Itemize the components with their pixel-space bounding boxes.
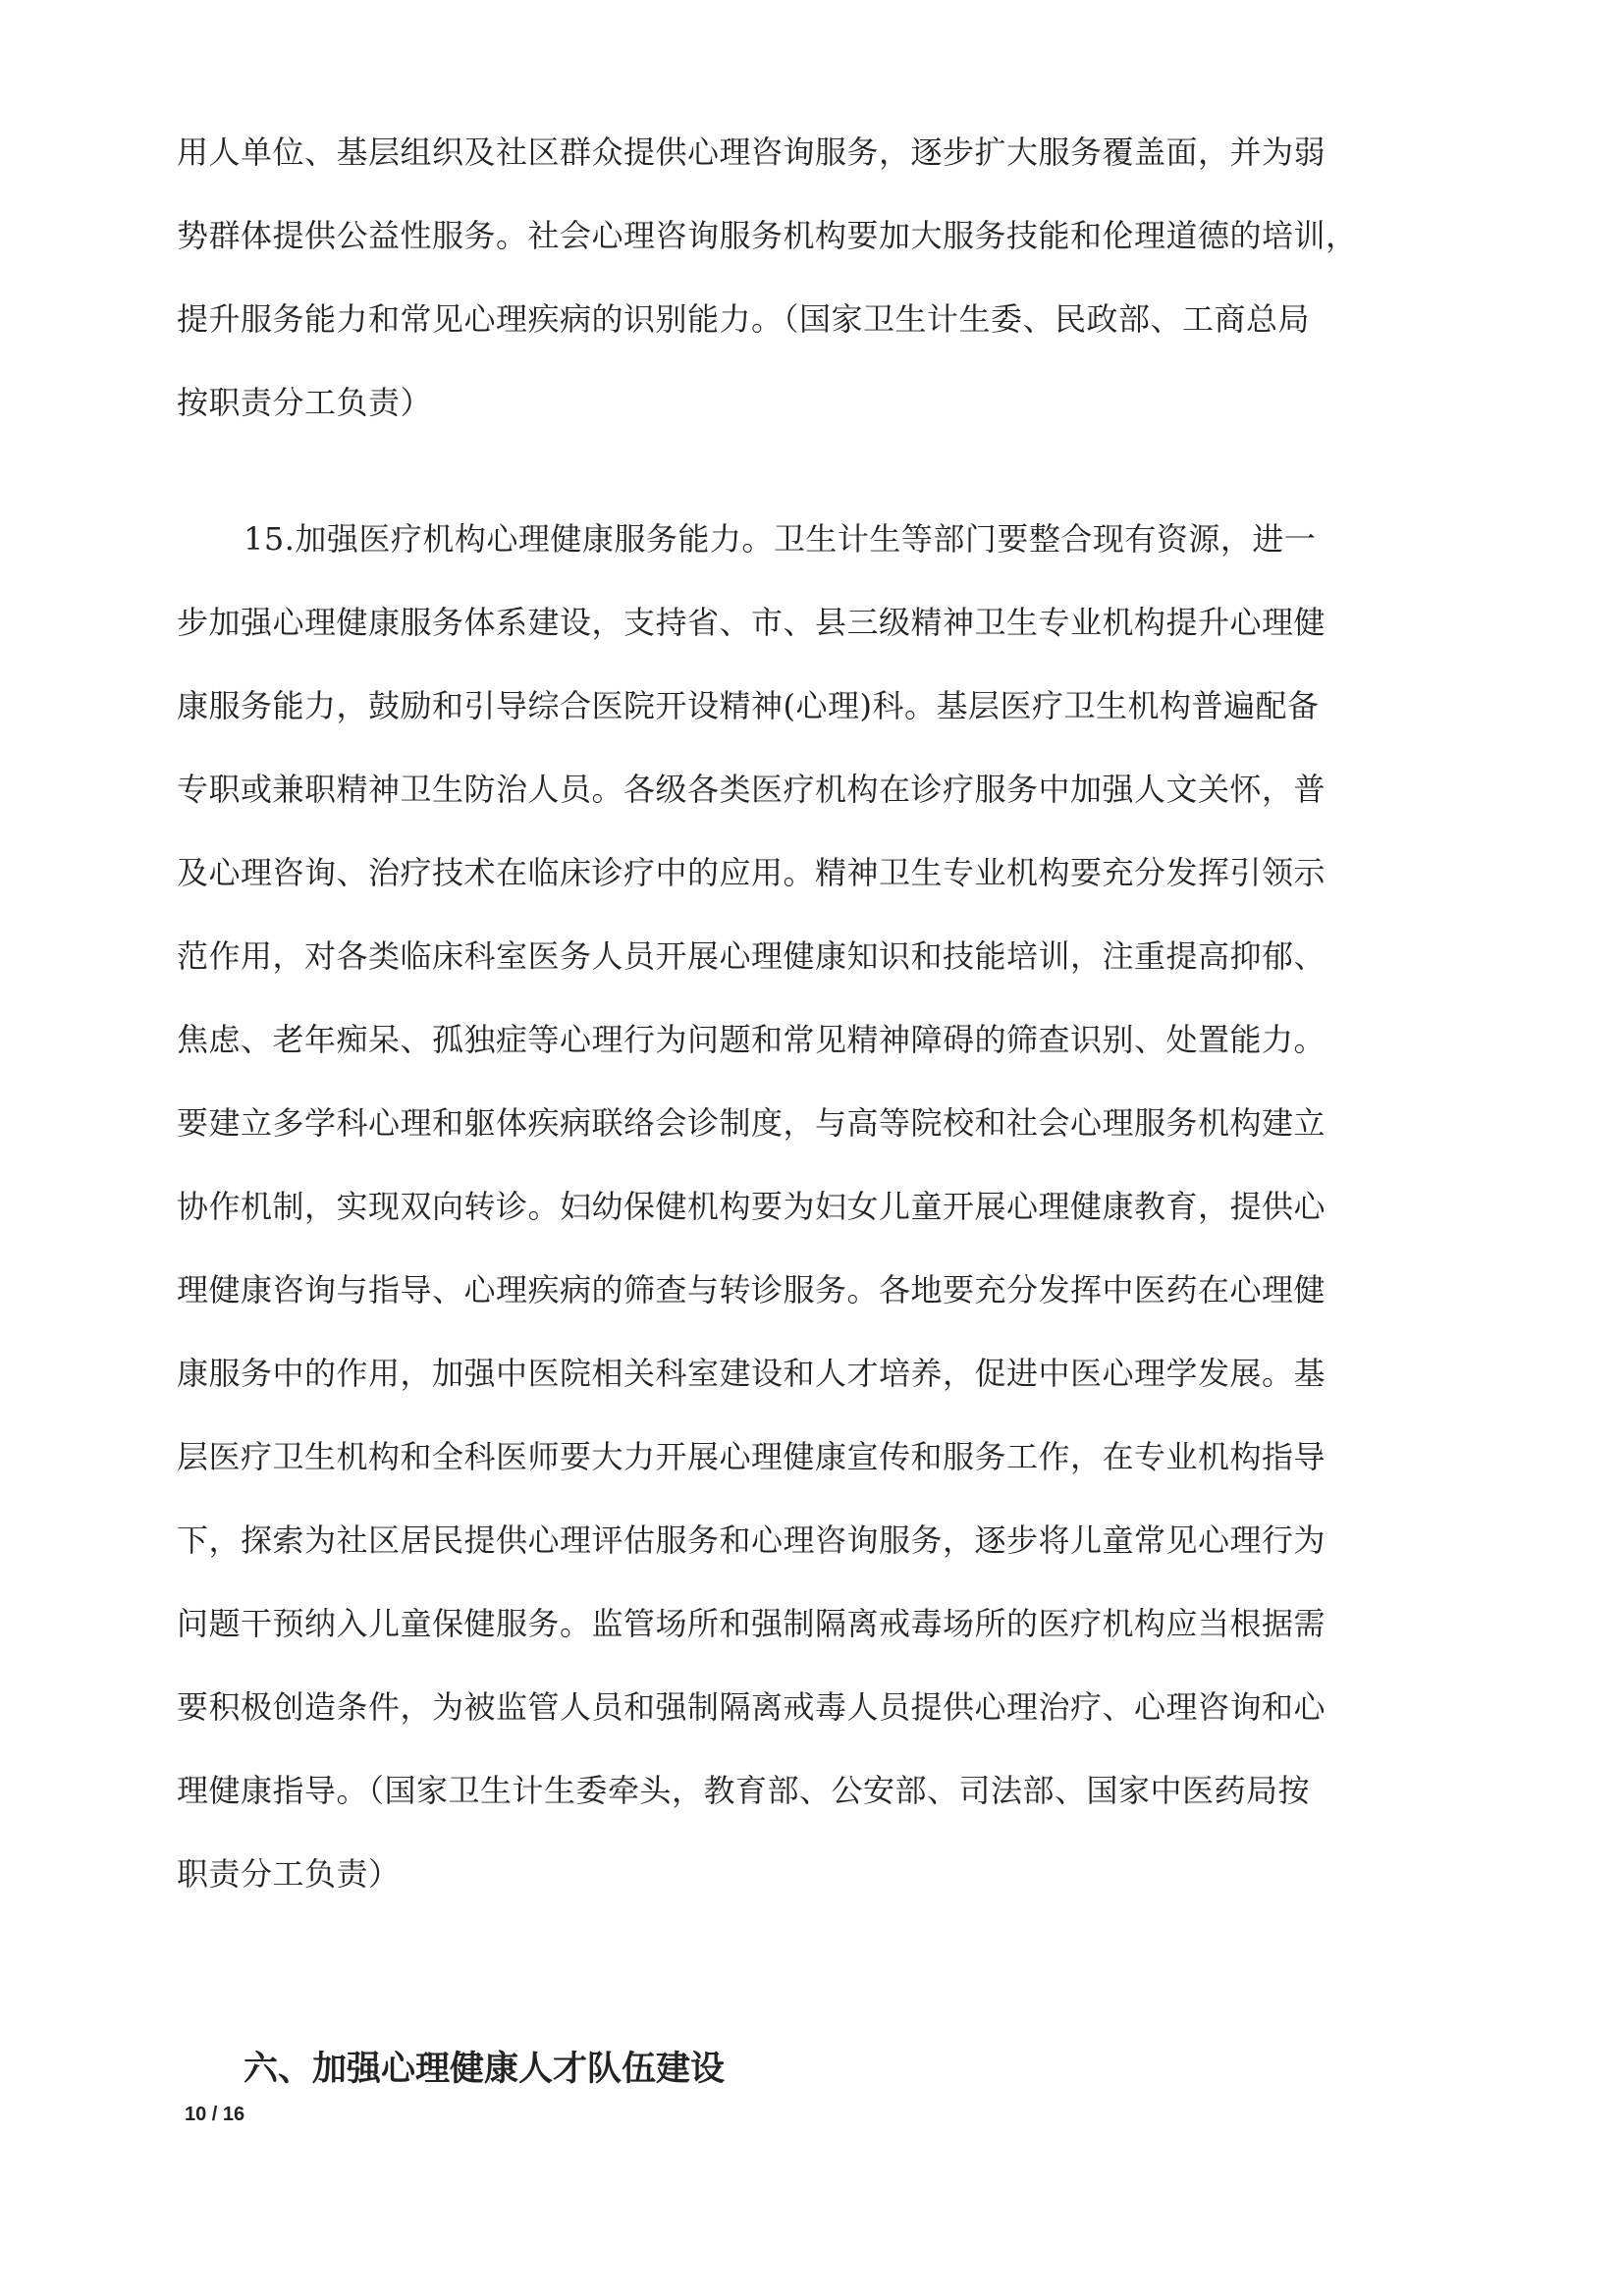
paragraph-line: 康服务中的作用，加强中医院相关科室建设和人才培养，促进中医心理学发展。基 [177, 1355, 1326, 1392]
paragraph-line: 焦虑、老年痴呆、孤独症等心理行为问题和常见精神障碍的筛查识别、处置能力。 [177, 1021, 1326, 1058]
paragraph-line: 理健康咨询与指导、心理疾病的筛查与转诊服务。各地要充分发挥中医药在心理健 [177, 1271, 1326, 1308]
page-number: 10 / 16 [185, 2104, 245, 2125]
paragraph-line: 势群体提供公益性服务。社会心理咨询服务机构要加大服务技能和伦理道德的培训， [177, 217, 1358, 254]
paragraph-line: 及心理咨询、治疗技术在临床诊疗中的应用。精神卫生专业机构要充分发挥引领示 [177, 854, 1326, 891]
paragraph-line: 理健康指导。（国家卫生计生委牵头，教育部、公安部、司法部、国家中医药局按 [177, 1772, 1311, 1809]
paragraph-line: 问题干预纳入儿童保健服务。监管场所和强制隔离戒毒场所的医疗机构应当根据需 [177, 1605, 1326, 1642]
section-heading: 六、加强心理健康人才队伍建设 [244, 2050, 726, 2089]
paragraph-line: 用人单位、基层组织及社区群众提供心理咨询服务，逐步扩大服务覆盖面，并为弱 [177, 133, 1326, 171]
paragraph-line: 职责分工负责） [177, 1855, 401, 1893]
paragraph-line: 层医疗卫生机构和全科医师要大力开展心理健康宣传和服务工作，在专业机构指导 [177, 1438, 1326, 1475]
paragraph-line: 范作用，对各类临床科室医务人员开展心理健康知识和技能培训，注重提高抑郁、 [177, 937, 1326, 975]
paragraph-line: 专职或兼职精神卫生防治人员。各级各类医疗机构在诊疗服务中加强人文关怀，普 [177, 771, 1326, 808]
paragraph-line: 要建立多学科心理和躯体疾病联络会诊制度，与高等院校和社会心理服务机构建立 [177, 1104, 1326, 1142]
paragraph-line: 协作机制，实现双向转诊。妇幼保健机构要为妇女儿童开展心理健康教育，提供心 [177, 1188, 1326, 1225]
paragraph-line: 要积极创造条件，为被监管人员和强制隔离戒毒人员提供心理治疗、心理咨询和心 [177, 1688, 1326, 1726]
paragraph-line: 康服务能力，鼓励和引导综合医院开设精神(心理)科。基层医疗卫生机构普遍配备 [177, 687, 1320, 724]
paragraph-line: 提升服务能力和常见心理疾病的识别能力。（国家卫生计生委、民政部、工商总局 [177, 300, 1311, 338]
paragraph-first-line: 15.加强医疗机构心理健康服务能力。卫生计生等部门要整合现有资源，进一 [244, 520, 1317, 558]
paragraph-line: 按职责分工负责） [177, 384, 433, 421]
paragraph-line: 步加强心理健康服务体系建设，支持省、市、县三级精神卫生专业机构提升心理健 [177, 604, 1326, 641]
paragraph-line: 下，探索为社区居民提供心理评估服务和心理咨询服务，逐步将儿童常见心理行为 [177, 1522, 1326, 1559]
